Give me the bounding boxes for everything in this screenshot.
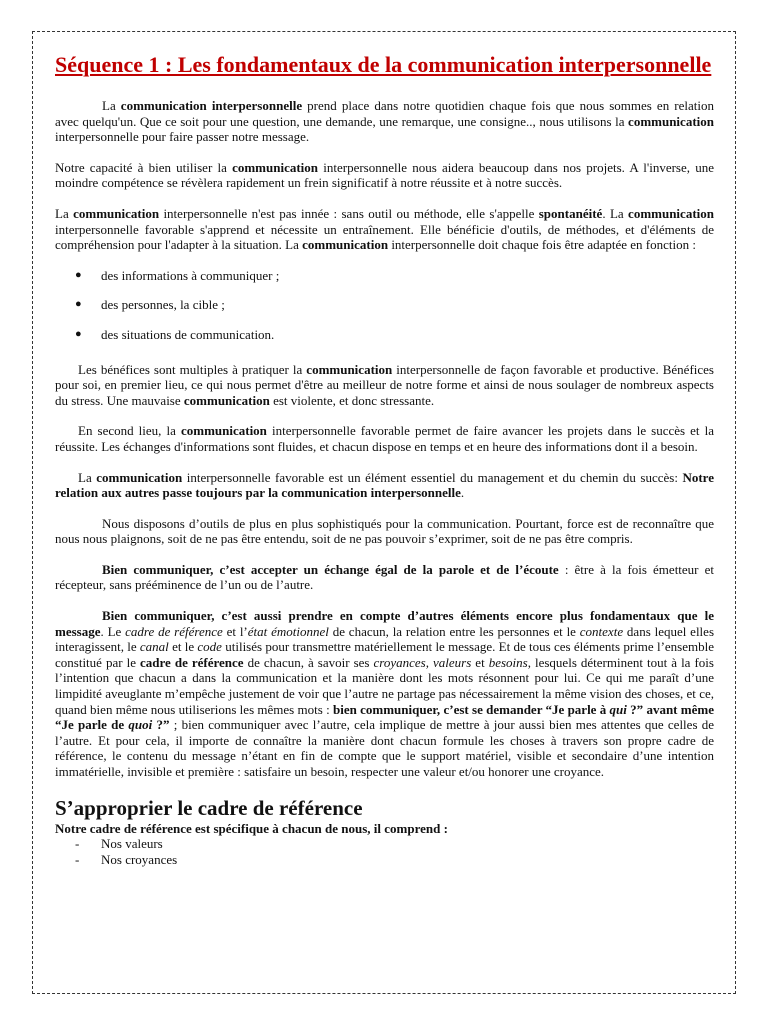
- bold-term: communication: [232, 159, 319, 175]
- bullet-icon: ●: [75, 298, 82, 311]
- text-span: bien communiquer, c’est se demander “Je parle à: [333, 701, 610, 717]
- text-span: utilisés pour transmettre matériellement le message. Et de tous ces éléments prime l’ensemble constitué par le: [55, 639, 715, 670]
- text-span: Les bénéfices sont multiples à pratiquer la: [78, 361, 307, 377]
- text-span: et l’: [222, 623, 248, 639]
- italic-term: canal: [139, 639, 169, 655]
- bold-statement: Bien communiquer, c’est aussi prendre en compte d’autres éléments encore plus fondamentaux que le message: [55, 608, 714, 639]
- text-span: dans lequel elles interagissent, le: [55, 623, 715, 655]
- paragraph-benefits: [55, 362, 714, 409]
- bold-term: communication: [183, 392, 270, 408]
- paragraph-intro: [55, 98, 714, 145]
- italic-term: cadre de référence: [125, 623, 223, 639]
- text-span: interpersonnelle nous aidera beaucoup dans nos projets. A l'inverse, une moindre compétence se révèlera rapidement un frein significatif à notre réussite et à notre succès.: [55, 159, 714, 191]
- text-span: interpersonnelle n'est pas innée : sans outil ou méthode, elle s'appelle: [159, 205, 539, 221]
- bullet-icon: ●: [75, 268, 82, 281]
- text-span: ?” avant même “Je parle de: [55, 701, 714, 733]
- text-span: En second lieu, la: [78, 423, 181, 439]
- list-item-text: Nos croyances: [101, 851, 178, 867]
- paragraph-capacity: [55, 160, 714, 191]
- paragraph-management: [55, 470, 714, 501]
- list-item: [55, 836, 714, 852]
- text-span: Notre capacité à bien utiliser la: [55, 159, 233, 175]
- bold-term: communication: [628, 205, 714, 221]
- italic-term: croyances, valeurs: [373, 654, 472, 670]
- text-span: interpersonnelle favorable est un élément essentiel du management et du chemin du succès:: [182, 469, 683, 485]
- text-span: interpersonnelle pour faire passer notre message.: [55, 129, 310, 145]
- bold-term: communication: [628, 113, 714, 129]
- document-body: [55, 52, 714, 867]
- text-span: ?”: [152, 717, 170, 733]
- text-span: de chacun, la relation entre les personnes et le: [328, 623, 580, 639]
- section-subheading: Notre cadre de référence est spécifique à chacun de nous, il comprend :: [55, 820, 448, 836]
- list-item: [55, 297, 714, 313]
- bold-term: communication: [180, 423, 267, 439]
- bold-term: communication: [96, 469, 183, 485]
- text-span: La: [78, 469, 97, 485]
- bold-term: cadre de référence: [140, 654, 244, 670]
- text-span: La: [55, 205, 74, 221]
- italic-term: besoins: [488, 654, 528, 670]
- list-item: [55, 852, 714, 868]
- list-item-text: des informations à communiquer ;: [101, 267, 280, 283]
- text-span: interpersonnelle de façon favorable et productive. Bénéfices pour soi, en premier lieu, ce qui nous permet d'être au meilleur de notre forme et ainsi de nous soulager de nombreux aspects du stress. Une mauvaise: [55, 361, 714, 408]
- text-span: interpersonnelle favorable s'apprend et nécessite un entraînement. Elle bénéficie d'outils, de méthodes, et d'éléments de compréhension pour l'adapter à la situation. La: [55, 221, 714, 253]
- list-item-text: des situations de communication.: [101, 326, 275, 342]
- text-span: , lesquels déterminent tout à la fois l’intention que chacun a dans la communication et la manière dont les mots résonnent pour lui. Ce qui me paraît d’une limpidité aveuglante m’empêche justement de voir que l’autre ne partage pas nécessairement la même vision des choses, et ce, quand bien même nous utiliserions les mêmes mots :: [55, 654, 714, 717]
- text-span: de chacun, à savoir ses: [243, 654, 374, 670]
- bullet-list: [55, 268, 714, 343]
- dash-icon: -: [75, 851, 80, 867]
- text-span: ; bien communiquer avec l’autre, cela implique de mettre à jour aussi bien mes attentes que celles de l’autre. Et pour cela, il importe de connaître la manière dont chacun formule les choses à travers son propre cadre de référence, le contenu du message n’étant en fin de compte que le support matériel, visible et secondaire d’une intention immatérielle, invisible et première : satisfaire un besoin, respecter une valeur et/ou honorer une croyance.: [55, 717, 715, 779]
- italic-term: code: [197, 639, 222, 655]
- paragraph-innate: [55, 206, 714, 253]
- section-heading: S’approprier le cadre de référence: [55, 795, 363, 820]
- text-span: et: [471, 654, 489, 670]
- paragraph-second: [55, 423, 714, 454]
- text-span: . Le: [100, 623, 126, 639]
- text-span: et le: [168, 639, 198, 655]
- text-span: interpersonnelle favorable permet de faire avancer les projets dans le succès et la réussite. Les échanges d'informations sont fluides, et chacun dispose en temps et en heure des informations dont il a besoin.: [55, 423, 714, 454]
- text-span: interpersonnelle doit chaque fois être adaptée en fonction :: [388, 237, 696, 253]
- bold-term: communication: [73, 205, 160, 221]
- bold-term: communication interpersonnelle: [120, 98, 303, 113]
- text-span: . La: [602, 205, 629, 221]
- italic-term: quoi: [128, 717, 153, 733]
- italic-term: contexte: [579, 623, 624, 639]
- bold-term: communication: [302, 237, 389, 253]
- list-item: [55, 268, 714, 284]
- paragraph-exchange: [55, 562, 714, 593]
- text-span: .: [460, 485, 465, 501]
- page-title: Séquence 1 : Les fondamentaux de la communication interpersonnelle: [55, 52, 712, 77]
- dash-icon: -: [75, 836, 80, 852]
- text-span: est violente, et donc stressante.: [269, 392, 435, 408]
- text-span: prend place dans notre quotidien chaque fois que nous sommes en relation avec quelqu'un. Que ce soit pour une question, une demande, une remarque, une consigne.., nous utilisons la: [55, 98, 714, 129]
- text-span: La: [102, 98, 121, 113]
- dash-list: [55, 836, 714, 867]
- italic-term: état émotionnel: [247, 623, 329, 639]
- bold-statement: Bien communiquer, c’est accepter un échange égal de la parole et de l’écoute: [102, 561, 559, 577]
- paragraph-tools: Nous disposons d’outils de plus en plus sophistiqués pour la communication. Pourtant, force est de reconnaître que nous nous plaignons, soit de ne pas être entendu, soit de ne pas pouvoir s’exprimer, soit de ne pas être compris.: [55, 515, 714, 547]
- bullet-icon: ●: [75, 327, 82, 340]
- italic-term: qui: [609, 701, 627, 717]
- bold-term: communication: [306, 361, 393, 377]
- list-item: [55, 327, 714, 343]
- bold-term: spontanéité: [538, 205, 603, 221]
- bold-statement: Notre relation aux autres passe toujours par la communication interpersonnelle: [55, 469, 714, 501]
- text-span: : être à la fois émetteur et récepteur, sans prééminence de l’un ou de l’autre.: [55, 561, 714, 593]
- paragraph-frame: [55, 608, 714, 780]
- list-item-text: Nos valeurs: [101, 836, 163, 852]
- list-item-text: des personnes, la cible ;: [101, 297, 225, 313]
